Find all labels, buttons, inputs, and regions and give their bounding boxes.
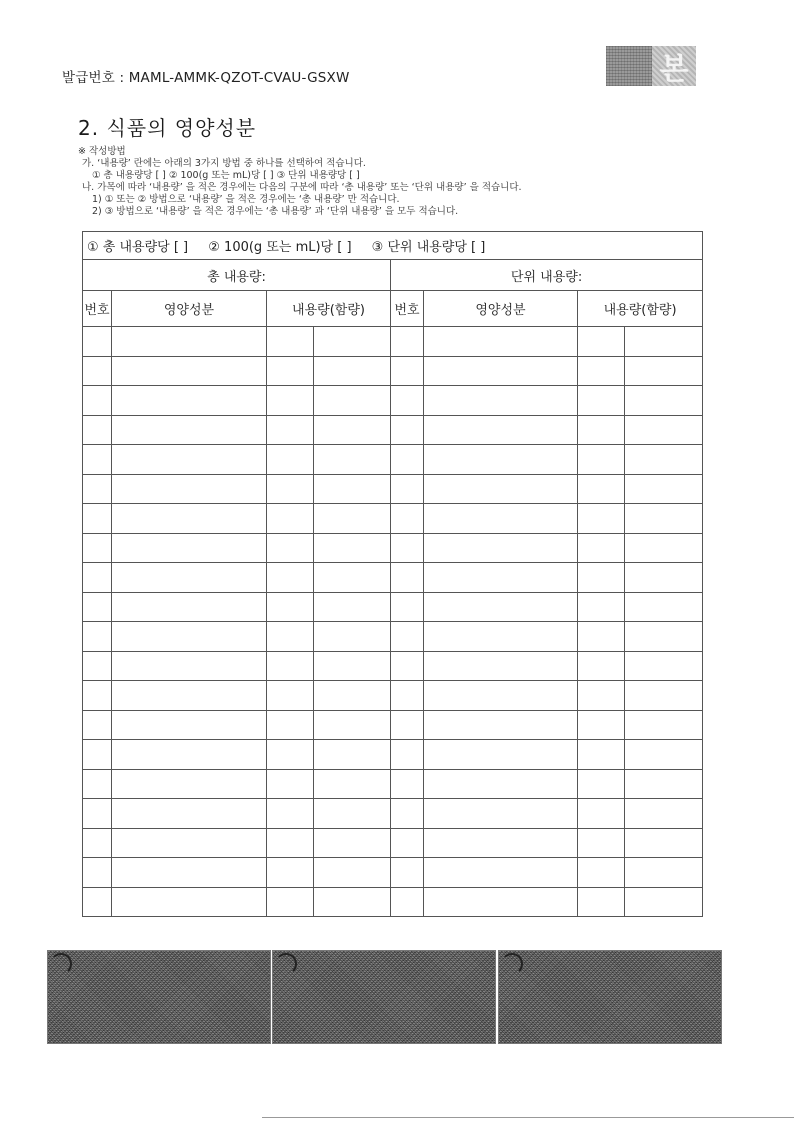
cell-amount[interactable] <box>267 563 314 593</box>
cell-amount[interactable] <box>267 533 314 563</box>
cell-nutrient[interactable] <box>112 681 267 711</box>
cell-nutrient[interactable] <box>112 858 267 888</box>
cell-number[interactable] <box>83 858 112 888</box>
arc-mark <box>50 953 72 975</box>
cell-amount[interactable] <box>578 415 625 445</box>
cell-nutrient[interactable] <box>112 356 267 386</box>
cell-nutrient[interactable] <box>424 504 578 534</box>
table-body <box>83 327 703 917</box>
option-per-100g[interactable]: ② 100(g 또는 mL)당 [ ] <box>208 240 352 255</box>
cell-nutrient[interactable] <box>424 592 578 622</box>
cell-unit[interactable] <box>314 710 391 740</box>
cell-number[interactable] <box>83 651 112 681</box>
cell-unit[interactable] <box>625 327 703 357</box>
header-nutrient: 영양성분 <box>424 291 578 327</box>
arc-mark <box>501 953 523 975</box>
instruction-line: 나. 가목에 따라 ‘내용량’ 을 적은 경우에는 다음의 구분에 따라 ‘총 내용량’ 또는 ‘단위 내용량’ 을 적습니다. <box>82 182 522 193</box>
cell-amount[interactable] <box>578 533 625 563</box>
cell-unit[interactable] <box>625 563 703 593</box>
cell-number[interactable] <box>391 563 424 593</box>
cell-unit[interactable] <box>625 828 703 858</box>
cell-unit[interactable] <box>625 651 703 681</box>
cell-unit[interactable] <box>314 533 391 563</box>
cell-number[interactable] <box>391 622 424 652</box>
unit-content-label[interactable]: 단위 내용량: <box>391 260 703 291</box>
cell-unit[interactable] <box>314 622 391 652</box>
cell-nutrient[interactable] <box>424 887 578 917</box>
cell-nutrient[interactable] <box>112 769 267 799</box>
cell-unit[interactable] <box>625 681 703 711</box>
cell-nutrient[interactable] <box>112 386 267 416</box>
cell-number[interactable] <box>83 474 112 504</box>
table-row <box>83 710 703 740</box>
table-row <box>83 533 703 563</box>
cell-number[interactable] <box>391 858 424 888</box>
table-row <box>83 474 703 504</box>
cell-amount[interactable] <box>267 769 314 799</box>
cell-unit[interactable] <box>625 799 703 829</box>
cell-amount[interactable] <box>267 651 314 681</box>
cell-nutrient[interactable] <box>112 563 267 593</box>
cell-number[interactable] <box>83 563 112 593</box>
security-pattern <box>47 950 271 1044</box>
cell-nutrient[interactable] <box>112 445 267 475</box>
cell-amount[interactable] <box>267 799 314 829</box>
table-row <box>83 681 703 711</box>
cell-nutrient[interactable] <box>424 563 578 593</box>
cell-nutrient[interactable] <box>424 681 578 711</box>
cell-unit[interactable] <box>625 858 703 888</box>
cell-nutrient[interactable] <box>424 445 578 475</box>
table-row <box>83 769 703 799</box>
table-row <box>83 828 703 858</box>
cell-nutrient[interactable] <box>424 651 578 681</box>
cell-number[interactable] <box>83 327 112 357</box>
cell-amount[interactable] <box>267 710 314 740</box>
cell-nutrient[interactable] <box>112 533 267 563</box>
cell-number[interactable] <box>391 828 424 858</box>
cell-unit[interactable] <box>625 740 703 770</box>
total-content-label[interactable]: 총 내용량: <box>83 260 391 291</box>
cell-number[interactable] <box>83 799 112 829</box>
instruction-heading: ※ 작성방법 <box>78 146 126 157</box>
arc-mark <box>275 953 297 975</box>
cell-nutrient[interactable] <box>112 592 267 622</box>
security-pattern <box>498 950 722 1044</box>
cell-amount[interactable] <box>267 622 314 652</box>
cell-unit[interactable] <box>314 681 391 711</box>
cell-amount[interactable] <box>267 858 314 888</box>
cell-unit[interactable] <box>625 504 703 534</box>
content-option-row <box>83 232 703 260</box>
cell-number[interactable] <box>83 504 112 534</box>
cell-unit[interactable] <box>314 592 391 622</box>
cell-unit[interactable] <box>314 356 391 386</box>
section-title: 2. 식품의 영양성분 <box>78 116 257 140</box>
cell-unit[interactable] <box>314 327 391 357</box>
cell-number[interactable] <box>391 769 424 799</box>
page-bottom-rule <box>262 1117 794 1118</box>
cell-unit[interactable] <box>314 769 391 799</box>
cell-nutrient[interactable] <box>112 415 267 445</box>
cell-number[interactable] <box>391 887 424 917</box>
cell-number[interactable] <box>391 327 424 357</box>
cell-nutrient[interactable] <box>112 887 267 917</box>
cell-amount[interactable] <box>578 740 625 770</box>
stamp-char: 본 <box>652 46 696 86</box>
cell-unit[interactable] <box>625 887 703 917</box>
table-row <box>83 445 703 475</box>
cell-unit[interactable] <box>314 474 391 504</box>
cell-unit[interactable] <box>314 799 391 829</box>
cell-nutrient[interactable] <box>112 504 267 534</box>
cell-nutrient[interactable] <box>424 710 578 740</box>
nutrition-table <box>82 231 703 917</box>
cell-nutrient[interactable] <box>424 474 578 504</box>
header-number: 번호 <box>391 291 424 327</box>
cell-nutrient[interactable] <box>112 740 267 770</box>
option-total-content[interactable]: ① 총 내용량당 [ ] <box>87 240 189 255</box>
cell-amount[interactable] <box>267 356 314 386</box>
cell-unit[interactable] <box>314 828 391 858</box>
instruction-line: ① 총 내용량당 [ ] ② 100(g 또는 mL)당 [ ] ③ 단위 내용량당 [ ] <box>92 170 360 181</box>
cell-number[interactable] <box>391 474 424 504</box>
header-content-amount: 내용량(함량) <box>267 291 391 327</box>
cell-amount[interactable] <box>578 887 625 917</box>
cell-nutrient[interactable] <box>424 327 578 357</box>
cell-amount[interactable] <box>267 504 314 534</box>
cell-number[interactable] <box>391 799 424 829</box>
cell-unit[interactable] <box>314 858 391 888</box>
cell-amount[interactable] <box>578 858 625 888</box>
cell-unit[interactable] <box>625 592 703 622</box>
cell-amount[interactable] <box>267 681 314 711</box>
cell-amount[interactable] <box>578 651 625 681</box>
cell-amount[interactable] <box>578 592 625 622</box>
cell-unit[interactable] <box>314 740 391 770</box>
table-row <box>83 622 703 652</box>
cell-number[interactable] <box>391 386 424 416</box>
cell-nutrient[interactable] <box>112 474 267 504</box>
cell-number[interactable] <box>83 356 112 386</box>
cell-unit[interactable] <box>625 415 703 445</box>
cell-number[interactable] <box>83 386 112 416</box>
table-row <box>83 887 703 917</box>
cell-amount[interactable] <box>578 327 625 357</box>
instruction-line: 가. ‘내용량’ 란에는 아래의 3가지 방법 중 하나를 선택하여 적습니다. <box>82 158 366 169</box>
cell-unit[interactable] <box>625 710 703 740</box>
cell-nutrient[interactable] <box>424 858 578 888</box>
table-row <box>83 799 703 829</box>
instructions <box>78 146 718 218</box>
table-row <box>83 386 703 416</box>
table-row <box>83 356 703 386</box>
cell-nutrient[interactable] <box>424 799 578 829</box>
cell-amount[interactable] <box>578 504 625 534</box>
cell-number[interactable] <box>83 415 112 445</box>
cell-amount[interactable] <box>578 386 625 416</box>
table-row <box>83 651 703 681</box>
cell-number[interactable] <box>83 533 112 563</box>
cell-unit[interactable] <box>625 622 703 652</box>
header-content-amount: 내용량(함량) <box>578 291 703 327</box>
cell-unit[interactable] <box>625 356 703 386</box>
cell-nutrient[interactable] <box>424 828 578 858</box>
instruction-line: 1) ① 또는 ② 방법으로 ‘내용량’ 을 적은 경우에는 ‘총 내용량’ 만 적습니다. <box>92 194 400 205</box>
cell-amount[interactable] <box>578 681 625 711</box>
cell-number[interactable] <box>391 592 424 622</box>
cell-number[interactable] <box>391 356 424 386</box>
cell-amount[interactable] <box>267 592 314 622</box>
cell-amount[interactable] <box>578 710 625 740</box>
cell-unit[interactable] <box>625 445 703 475</box>
cell-number[interactable] <box>391 710 424 740</box>
table-row <box>83 415 703 445</box>
cell-amount[interactable] <box>267 887 314 917</box>
cell-number[interactable] <box>391 740 424 770</box>
table-row <box>83 858 703 888</box>
cell-nutrient[interactable] <box>112 710 267 740</box>
cell-nutrient[interactable] <box>424 415 578 445</box>
cell-number[interactable] <box>391 681 424 711</box>
cell-nutrient[interactable] <box>112 799 267 829</box>
cell-nutrient[interactable] <box>424 769 578 799</box>
cell-nutrient[interactable] <box>112 622 267 652</box>
cell-amount[interactable] <box>578 769 625 799</box>
cell-amount[interactable] <box>578 799 625 829</box>
table-row <box>83 740 703 770</box>
header-nutrient: 영양성분 <box>112 291 267 327</box>
cell-unit[interactable] <box>625 474 703 504</box>
cell-amount[interactable] <box>578 474 625 504</box>
cell-nutrient[interactable] <box>112 828 267 858</box>
cell-nutrient[interactable] <box>112 651 267 681</box>
table-row <box>83 563 703 593</box>
cell-unit[interactable] <box>314 445 391 475</box>
header-number: 번호 <box>83 291 112 327</box>
cell-nutrient[interactable] <box>424 740 578 770</box>
cell-nutrient[interactable] <box>424 622 578 652</box>
cell-unit[interactable] <box>625 533 703 563</box>
cell-amount[interactable] <box>267 828 314 858</box>
issue-number: 발급번호 : MAML-AMMK-QZOT-CVAU-GSXW <box>62 70 350 86</box>
cell-amount[interactable] <box>578 563 625 593</box>
cell-amount[interactable] <box>267 386 314 416</box>
original-stamp <box>606 46 696 86</box>
table-row <box>83 592 703 622</box>
cell-number[interactable] <box>83 592 112 622</box>
cell-unit[interactable] <box>314 651 391 681</box>
cell-amount[interactable] <box>267 445 314 475</box>
cell-number[interactable] <box>83 710 112 740</box>
cell-unit[interactable] <box>314 504 391 534</box>
cell-number[interactable] <box>391 415 424 445</box>
cell-unit[interactable] <box>314 415 391 445</box>
table-row <box>83 504 703 534</box>
cell-amount[interactable] <box>267 474 314 504</box>
cell-number[interactable] <box>391 533 424 563</box>
cell-amount[interactable] <box>578 356 625 386</box>
cell-unit[interactable] <box>625 769 703 799</box>
cell-amount[interactable] <box>267 415 314 445</box>
cell-number[interactable] <box>83 445 112 475</box>
cell-number[interactable] <box>83 622 112 652</box>
cell-number[interactable] <box>83 681 112 711</box>
cell-number[interactable] <box>83 769 112 799</box>
cell-amount[interactable] <box>578 622 625 652</box>
cell-amount[interactable] <box>267 327 314 357</box>
cell-number[interactable] <box>391 504 424 534</box>
cell-amount[interactable] <box>267 740 314 770</box>
instruction-line: 2) ③ 방법으로 ‘내용량’ 을 적은 경우에는 ‘총 내용량’ 과 ‘단위 내용량’ 을 모두 적습니다. <box>92 206 459 217</box>
cell-number[interactable] <box>83 887 112 917</box>
cell-unit[interactable] <box>314 887 391 917</box>
cell-nutrient[interactable] <box>112 327 267 357</box>
cell-unit[interactable] <box>314 563 391 593</box>
security-pattern <box>272 950 496 1044</box>
option-unit-content[interactable]: ③ 단위 내용량당 [ ] <box>371 240 486 255</box>
cell-number[interactable] <box>391 651 424 681</box>
cell-nutrient[interactable] <box>424 356 578 386</box>
cell-amount[interactable] <box>578 445 625 475</box>
cell-number[interactable] <box>391 445 424 475</box>
cell-unit[interactable] <box>314 386 391 416</box>
table-row <box>83 327 703 357</box>
cell-nutrient[interactable] <box>424 533 578 563</box>
cell-number[interactable] <box>83 828 112 858</box>
cell-amount[interactable] <box>578 828 625 858</box>
cell-nutrient[interactable] <box>424 386 578 416</box>
cell-number[interactable] <box>83 740 112 770</box>
cell-unit[interactable] <box>625 386 703 416</box>
